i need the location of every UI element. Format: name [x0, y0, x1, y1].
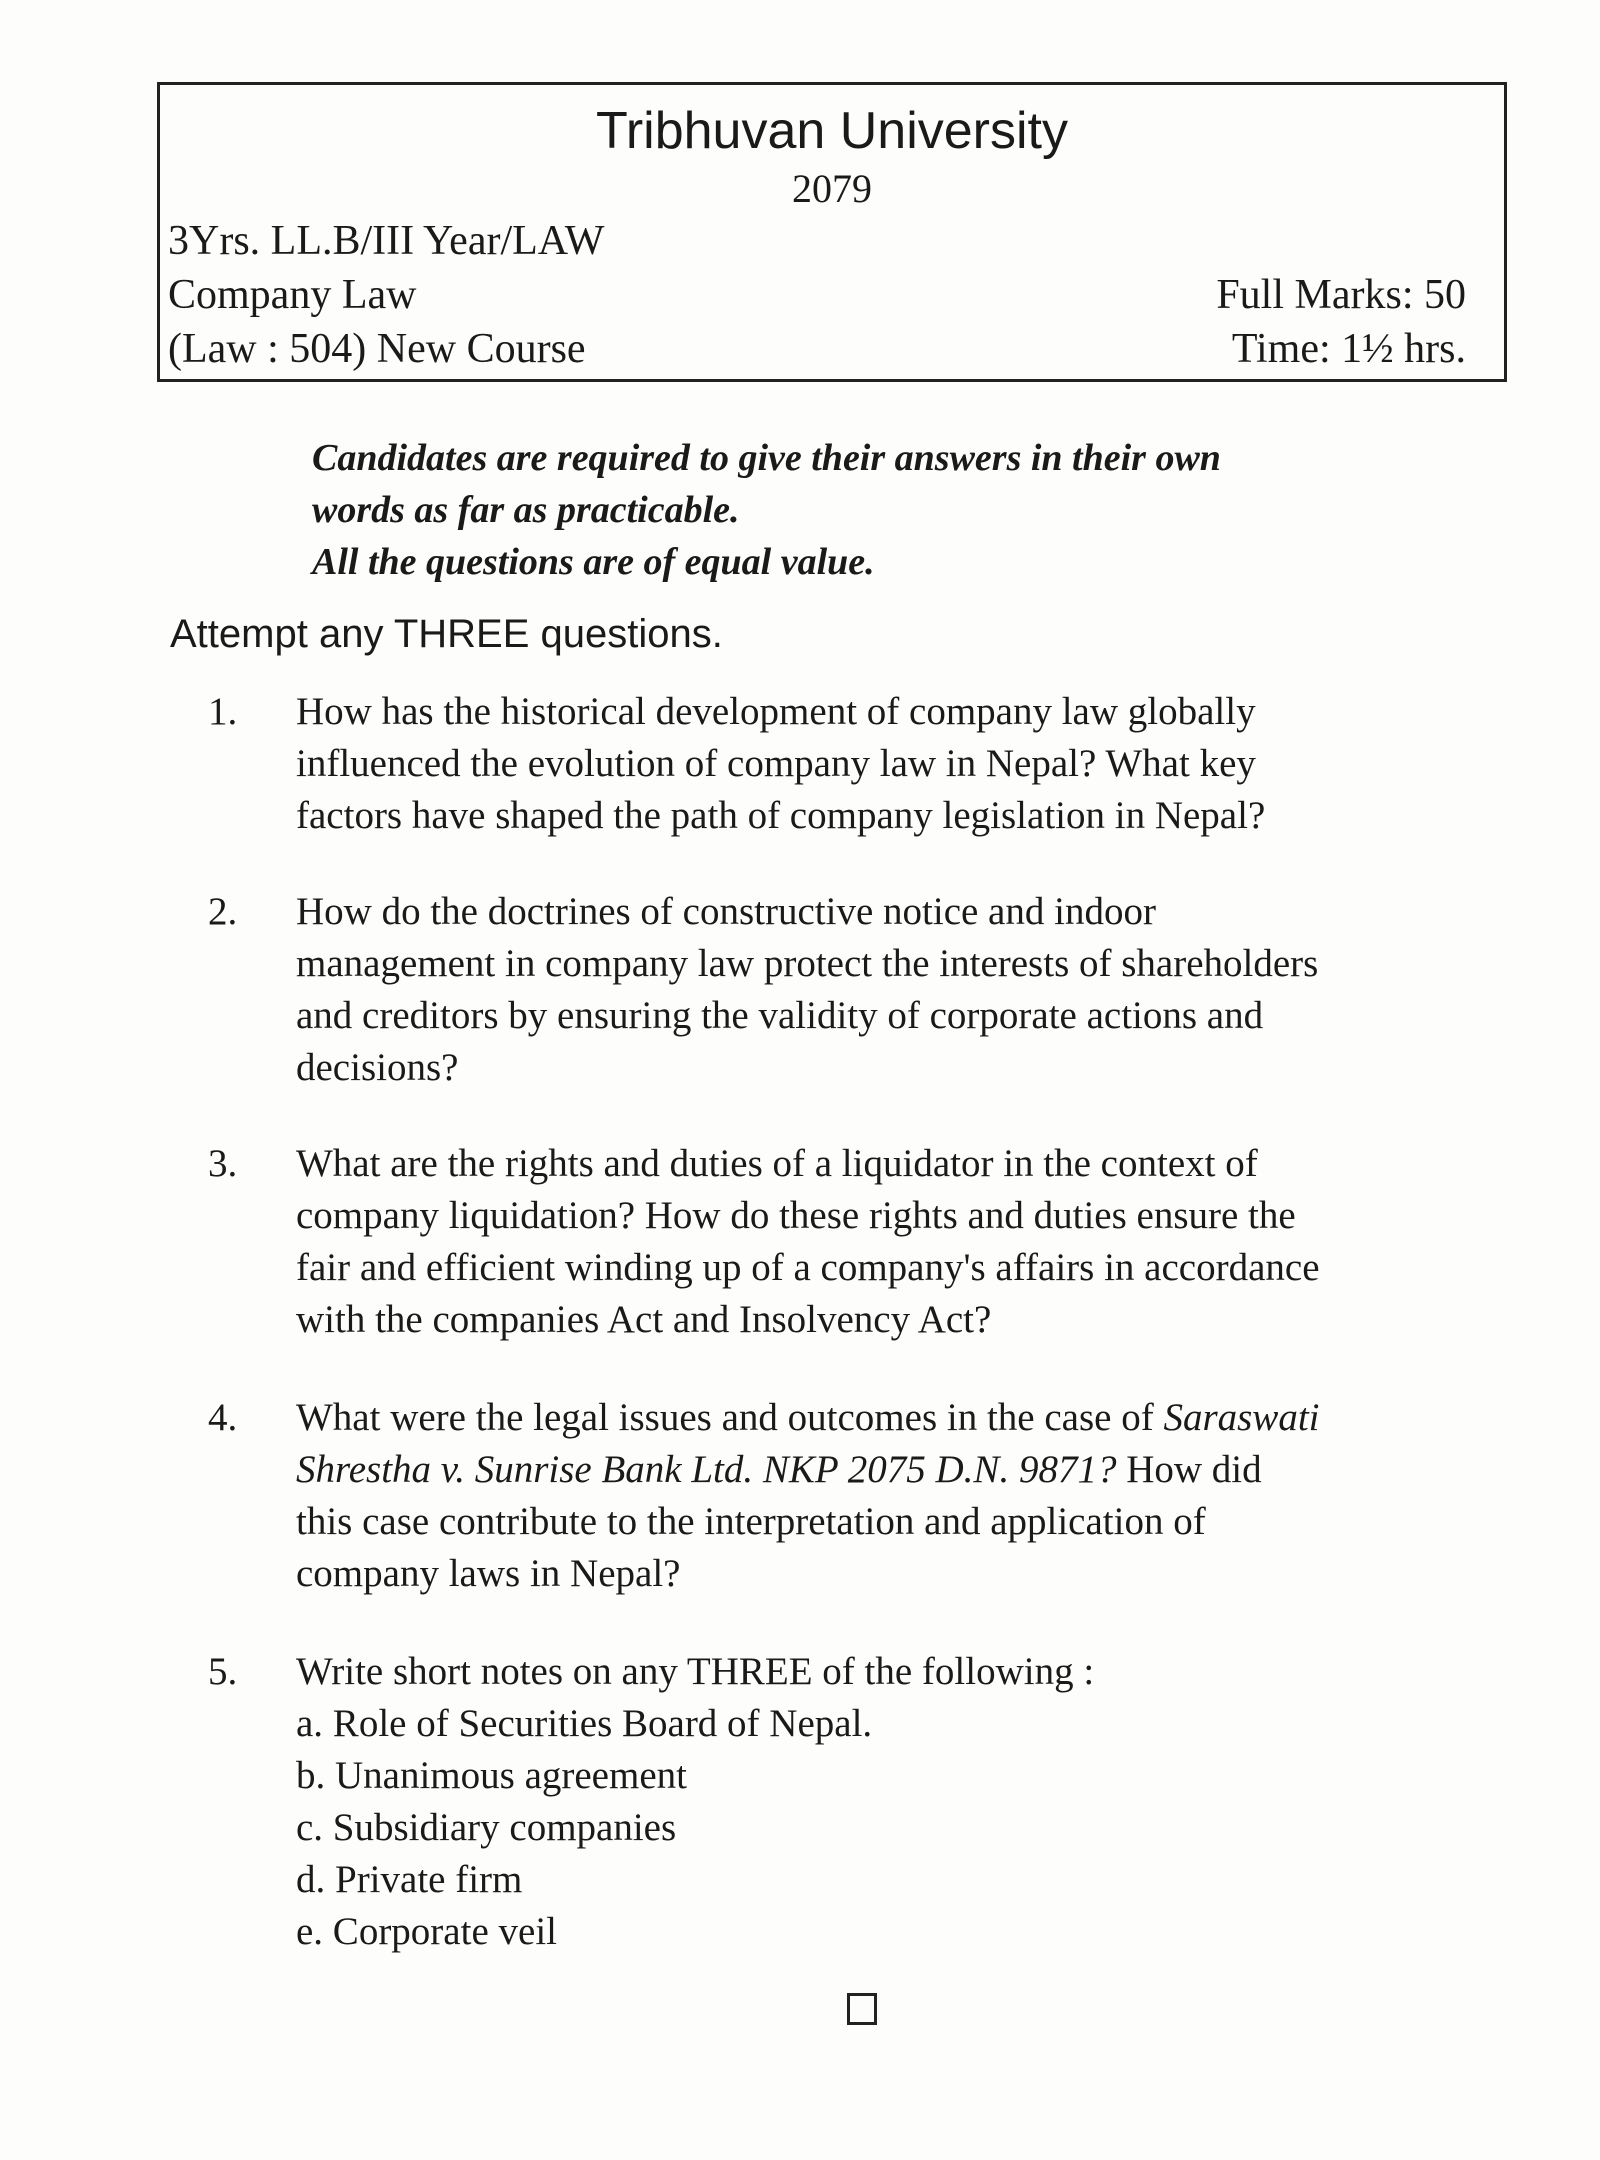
question-line: this case contribute to the interpretation and application of	[296, 1500, 1206, 1543]
short-note-item: a. Role of Securities Board of Nepal.	[296, 1702, 873, 1745]
question-line: management in company law protect the interests of shareholders	[296, 942, 1319, 985]
question-line: decisions?	[296, 1046, 459, 1089]
question-line: Shrestha v. Sunrise Bank Ltd. NKP 2075 D.N. 9871? How did	[296, 1448, 1262, 1491]
short-note-item: d. Private firm	[296, 1858, 523, 1901]
question-line: fair and efficient winding up of a company's affairs in accordance	[296, 1246, 1320, 1289]
question-number: 3.	[208, 1142, 238, 1185]
short-note-item: e. Corporate veil	[296, 1910, 557, 1953]
instruction-line: All the questions are of equal value.	[312, 541, 875, 583]
question-text	[296, 1392, 1526, 1600]
header-box	[157, 82, 1507, 382]
question-number: 1.	[208, 690, 238, 733]
attempt-instruction: Attempt any THREE questions.	[170, 612, 723, 656]
course-line: (Law : 504) New Course	[168, 326, 586, 372]
question-line: influenced the evolution of company law in Nepal? What key	[296, 742, 1256, 785]
question-line: and creditors by ensuring the validity of corporate actions and	[296, 994, 1264, 1037]
question-text	[296, 886, 1526, 1094]
exam-year: 2079	[792, 166, 872, 211]
question-text	[296, 1138, 1526, 1346]
question-number: 2.	[208, 890, 238, 933]
instructions	[312, 432, 1462, 588]
question-line: Write short notes on any THREE of the following :	[296, 1650, 1095, 1693]
question-text	[296, 686, 1526, 842]
time-allowed: Time: 1½ hrs.	[1231, 326, 1466, 372]
case-name: Saraswati	[1163, 1396, 1320, 1439]
question-line: What are the rights and duties of a liquidator in the context of	[296, 1142, 1258, 1185]
question-text	[296, 1646, 1526, 1958]
question-line: company liquidation? How do these rights and duties ensure the	[296, 1194, 1296, 1237]
question-line: company laws in Nepal?	[296, 1552, 681, 1595]
short-note-item: c. Subsidiary companies	[296, 1806, 677, 1849]
instruction-line: words as far as practicable.	[312, 489, 740, 531]
question-number: 4.	[208, 1396, 238, 1439]
end-box-icon	[847, 1993, 877, 2025]
question-line: How has the historical development of company law globally	[296, 690, 1256, 733]
full-marks: Full Marks: 50	[1216, 272, 1466, 318]
question-line: What were the legal issues and outcomes in the case of Saraswati	[296, 1396, 1320, 1439]
instruction-line: Candidates are required to give their answers in their own	[312, 437, 1221, 479]
question-number: 5.	[208, 1650, 238, 1693]
program-line: 3Yrs. LL.B/III Year/LAW	[168, 218, 605, 264]
question-line: with the companies Act and Insolvency Act?	[296, 1298, 992, 1341]
case-citation: Shrestha v. Sunrise Bank Ltd. NKP 2075 D.N. 9871?	[296, 1448, 1117, 1491]
subject-line: Company Law	[168, 272, 417, 318]
question-line: How do the doctrines of constructive notice and indoor	[296, 890, 1156, 933]
short-note-item: b. Unanimous agreement	[296, 1754, 687, 1797]
university-name: Tribhuvan University	[595, 102, 1068, 160]
question-line: factors have shaped the path of company legislation in Nepal?	[296, 794, 1266, 837]
